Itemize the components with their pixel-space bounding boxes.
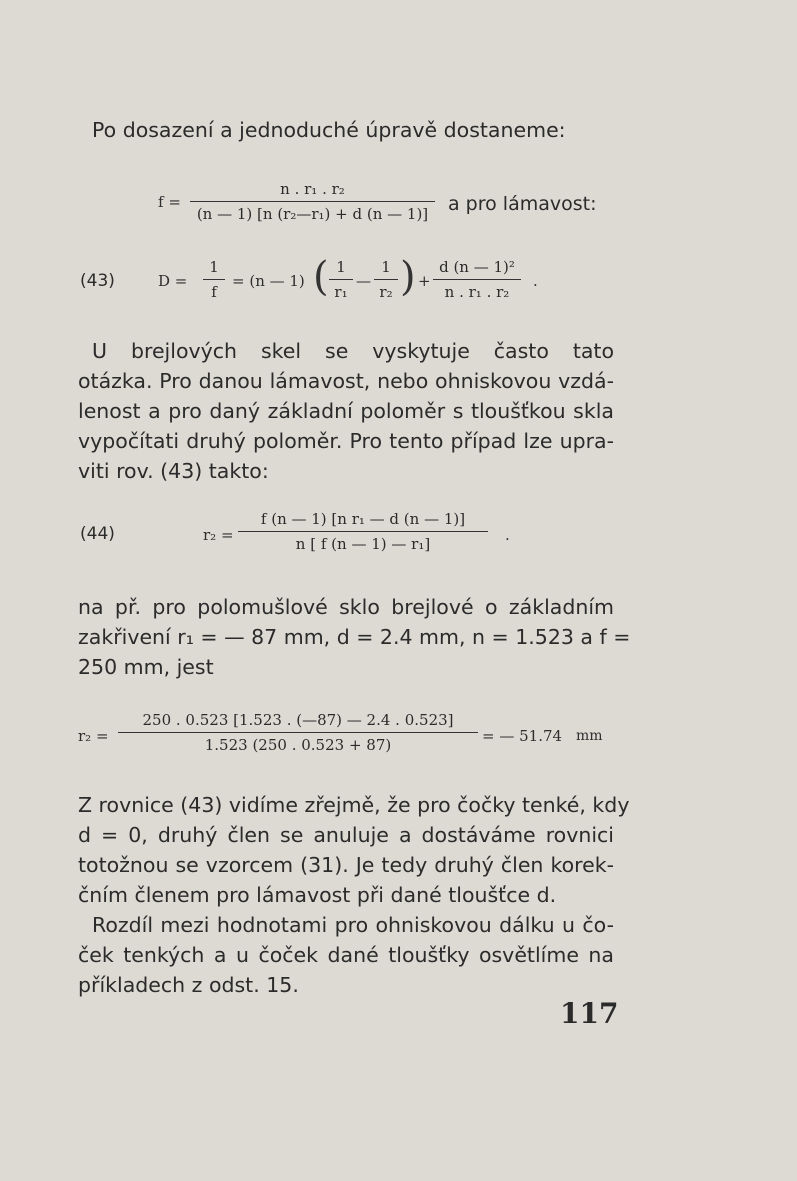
- eq43-term-num: d (n — 1)²: [439, 258, 515, 276]
- eq43-frac-r1-num: 1: [336, 258, 346, 276]
- eq-num-numerator: 250 . 0.523 [1.523 . (—87) — 2.4 . 0.523]: [142, 711, 454, 729]
- text-line: Rozdíl mezi hodnotami pro ohniskovou dálku u čo-: [92, 913, 614, 937]
- fraction-bar: [329, 279, 353, 280]
- eq43-frac-f-den: f: [211, 283, 217, 301]
- fraction-bar: [118, 732, 478, 733]
- text-line: totožnou se vzorcem (31). Je tedy druhý člen korek-: [78, 853, 614, 877]
- eq43-middle: = (n — 1): [232, 272, 305, 290]
- eq44-denominator: n [ f (n — 1) — r₁]: [295, 535, 431, 553]
- text-line: na př. pro polomušlové sklo brejlové o základním: [78, 595, 614, 619]
- eq43-frac-r1-den: r₁: [334, 283, 348, 301]
- equation-number: (43): [80, 271, 115, 291]
- eq-f-denominator: (n — 1) [n (r₂—r₁) + d (n — 1)]: [196, 205, 429, 223]
- eq-num-fraction: [118, 711, 478, 754]
- text-line: 250 mm, jest: [78, 655, 214, 679]
- eq43-term-den: n . r₁ . r₂: [444, 283, 510, 301]
- eq43-frac-r1: [329, 258, 353, 301]
- eq-num-unit: mm: [576, 728, 603, 744]
- text-line: otázka. Pro danou lámavost, nebo ohniskovou vzdá-: [78, 369, 614, 393]
- eq44-end: .: [505, 526, 510, 544]
- eq-f-suffix: a pro lámavost:: [448, 193, 597, 215]
- eq44-fraction: [238, 510, 488, 553]
- fraction-bar: [374, 279, 398, 280]
- eq43-lhs: D =: [158, 272, 188, 290]
- text-line: vypočítati druhý poloměr. Pro tento případ lze upra-: [78, 429, 614, 453]
- fraction-bar: [238, 531, 488, 532]
- fraction-bar: [203, 279, 225, 280]
- eq-num-lhs: r₂ =: [78, 727, 109, 745]
- eq-num-denominator: 1.523 (250 . 0.523 + 87): [204, 736, 392, 754]
- eq43-end: .: [533, 272, 538, 290]
- eq43-frac-f-num: 1: [209, 258, 219, 276]
- text-line: čním členem pro lámavost při dané tloušťce d.: [78, 883, 557, 907]
- text-line: d = 0, druhý člen se anuluje a dostáváme rovnici: [78, 823, 614, 847]
- text-line: ček tenkých a u čoček dané tloušťky osvětlíme na: [78, 943, 614, 967]
- eq43-plus: +: [418, 272, 431, 290]
- fraction-bar: [433, 279, 521, 280]
- equation-number: (44): [80, 524, 115, 544]
- eq43-frac-r2-num: 1: [381, 258, 391, 276]
- text-line: Z rovnice (43) vidíme zřejmě, že pro čočky tenké, kdy: [78, 793, 630, 817]
- eq-num-result: = — 51.74: [482, 727, 563, 745]
- eq43-frac-f: [203, 258, 225, 301]
- eq44-lhs: r₂ =: [203, 526, 234, 544]
- text-line: příkladech z odst. 15.: [78, 973, 299, 997]
- text-line: zakřivení r₁ = — 87 mm, d = 2.4 mm, n = 1.523 a f =: [78, 625, 631, 649]
- eq44-numerator: f (n — 1) [n r₁ — d (n — 1)]: [260, 510, 466, 528]
- page-number: 117: [560, 997, 619, 1030]
- left-paren: (: [313, 254, 329, 300]
- eq43-minus: —: [356, 272, 371, 290]
- eq-f-lhs: f =: [158, 193, 181, 211]
- text-line: lenost a pro daný základní poloměr s tloušťkou skla: [78, 399, 614, 423]
- right-paren: ): [400, 254, 416, 300]
- text-line: viti rov. (43) takto:: [78, 459, 269, 483]
- intro-text: Po dosazení a jednoduché úpravě dostaneme:: [92, 118, 566, 142]
- fraction-bar: [190, 201, 435, 202]
- eq43-frac-r2: [374, 258, 398, 301]
- eq43-frac-r2-den: r₂: [379, 283, 393, 301]
- eq43-frac-term: [433, 258, 521, 301]
- eq-f-fraction: [190, 180, 435, 223]
- text-line: U brejlových skel se vyskytuje často tato: [92, 339, 614, 363]
- eq-f-numerator: n . r₁ . r₂: [280, 180, 345, 198]
